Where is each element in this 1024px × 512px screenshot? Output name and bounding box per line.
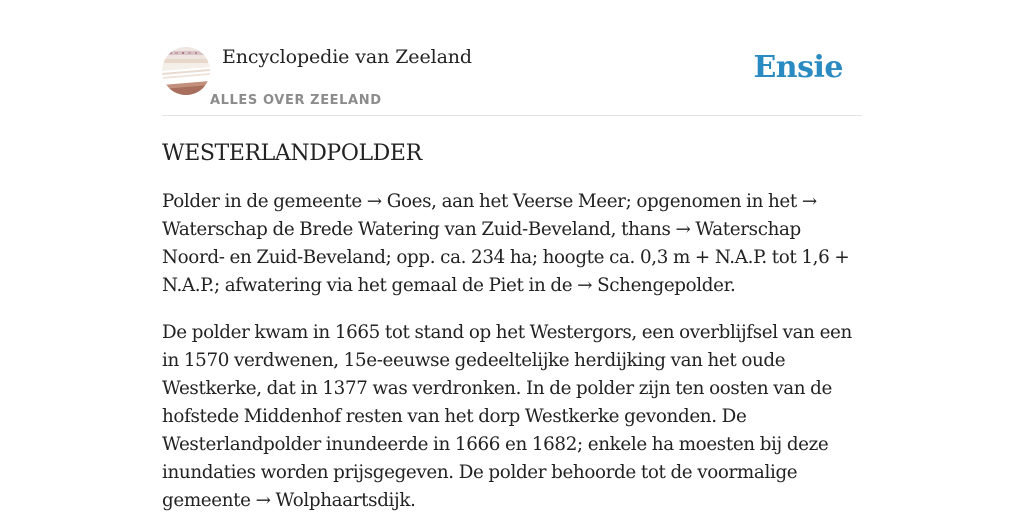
text-span: . xyxy=(410,490,416,511)
entry-title: WESTERLANDPOLDER xyxy=(162,141,422,166)
text-span: . xyxy=(730,275,736,296)
link-schengepolder[interactable]: Schengepolder xyxy=(597,275,731,296)
text-span: De polder kwam in 1665 tot stand op het Westergors, een overblijfsel van een in 1570 verdwenen, 15e-eeuwse gedeeltelijke herdijking van het oude Westkerke, dat in 1377 was verdronken. In de polder zijn ten oosten van de hofstede Middenhof resten van het dorp Westkerke gevonden. De Westerlandpolder inundeerde in 1666 en 1682; enkele ha moesten bij deze inundaties worden prijsgegeven. De polder behoorde tot de voormalige gemeente xyxy=(162,322,852,511)
cross-reference-arrow-icon: → xyxy=(255,490,271,511)
cross-reference-arrow-icon: → xyxy=(577,275,593,296)
site-title[interactable]: Encyclopedie van Zeeland xyxy=(222,46,472,68)
book-image-icon xyxy=(162,47,210,95)
text-span: Polder in de gemeente xyxy=(162,191,367,212)
paragraph-2 xyxy=(162,319,862,512)
link-waterschap-brede-watering[interactable]: Waterschap de Brede Watering van Zuid-Beveland xyxy=(162,219,611,240)
text-span: , thans xyxy=(610,219,676,240)
cross-reference-arrow-icon: → xyxy=(366,191,382,212)
text-span: , aan het Veerse Meer; opgenomen in het xyxy=(431,191,802,212)
ensie-brand-logo[interactable]: Ensie xyxy=(753,50,843,85)
site-header xyxy=(162,0,862,116)
cross-reference-arrow-icon: → xyxy=(675,219,691,240)
cross-reference-arrow-icon: → xyxy=(801,191,817,212)
site-tagline: ALLES OVER ZEELAND xyxy=(210,93,382,108)
link-goes[interactable]: Goes xyxy=(386,191,432,212)
article xyxy=(162,138,862,512)
link-waterschap-noord-en-zuid-beveland[interactable]: Waterschap Noord- en Zuid-Beveland xyxy=(162,219,801,268)
site-logo-avatar[interactable] xyxy=(162,47,210,95)
paragraph-1 xyxy=(162,188,862,300)
link-wolphaartsdijk[interactable]: Wolphaartsdijk xyxy=(275,490,411,511)
text-span: ; opp. ca. 234 ha; hoogte ca. 0,3 m + N.A.P. tot 1,6 + N.A.P.; afwatering via het gemaal de Piet in de xyxy=(162,247,850,296)
